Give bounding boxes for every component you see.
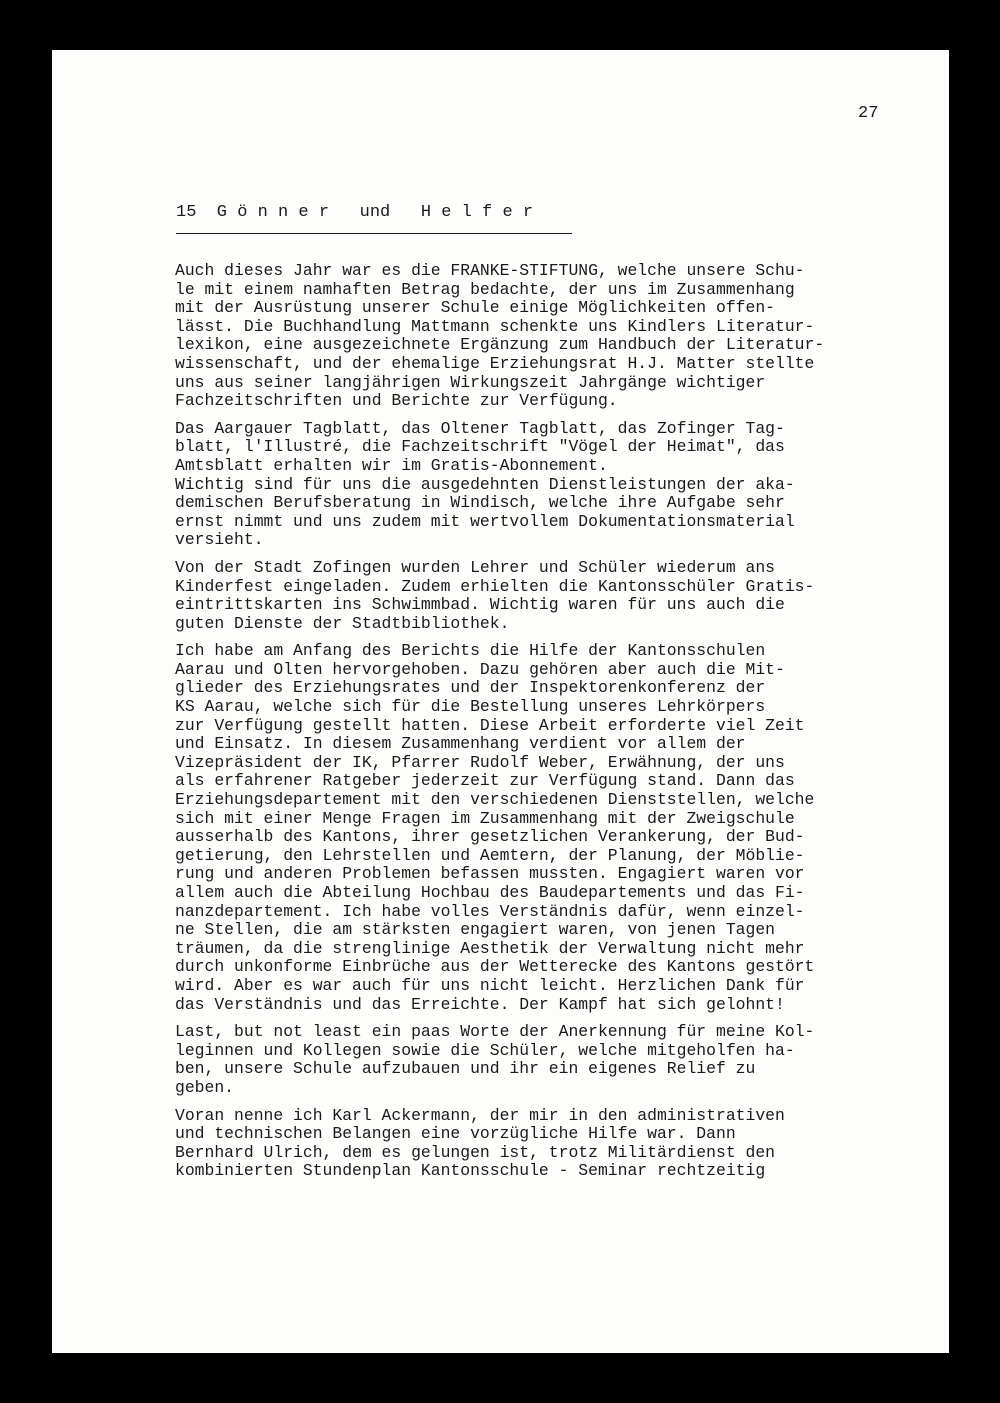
paragraph-kantonsschulen [175,642,935,1014]
text-line: Bernhard Ulrich, dem es gelungen ist, trotz Militärdienst den [175,1142,775,1162]
text-line: ernst nimmt und uns zudem mit wertvollem Dokumentationsmaterial [175,511,795,531]
text-line: rung und anderen Problemen befassen mussten. Engagiert waren vor [175,864,805,884]
paragraph-ackermann [175,1107,935,1181]
text-line: lässt. Die Buchhandlung Mattmann schenkte uns Kindlers Literatur- [175,316,815,336]
text-line: Voran nenne ich Karl Ackermann, der mir in den administrativen [175,1105,785,1125]
paragraph-franke-stiftung [175,262,935,411]
text-line: Ich habe am Anfang des Berichts die Hilfe der Kantonsschulen [175,641,766,661]
text-line: Amtsblatt erhalten wir im Gratis-Abonnement. [175,455,608,475]
text-line: demischen Berufsberatung in Windisch, welche ihre Aufgabe sehr [175,493,785,513]
text-line: Das Aargauer Tagblatt, das Oltener Tagblatt, das Zofinger Tag- [175,418,785,438]
section-heading: 15 G ö n n e r und H e l f e r [176,203,534,222]
text-line: ne Stellen, die am stärksten engagiert waren, von jenen Tagen [175,920,775,940]
text-line: geben. [175,1077,235,1097]
text-line: sich mit einer Menge Fragen im Zusammenhang mit der Zweigschule [175,808,795,828]
paragraph-berufsberatung [175,476,935,550]
text-line: KS Aarau, welche sich für die Bestellung unseres Lehrkörpers [175,697,766,717]
text-line: kombinierten Stundenplan Kantonsschule - Seminar rechtzeitig [175,1161,766,1181]
text-line: Last, but not least ein paas Worte der Anerkennung für meine Kol- [175,1022,815,1042]
text-line: le mit einem namhaften Betrag bedachte, der uns im Zusammenhang [175,279,795,299]
text-line: blatt, l'Illustré, die Fachzeitschrift "Vögel der Heimat", das [175,437,785,457]
text-line: lexikon, eine ausgezeichnete Ergänzung zum Handbuch der Literatur- [175,335,825,355]
text-line: Erziehungsdepartement mit den verschiedenen Dienststellen, welche [175,790,815,810]
text-line: Von der Stadt Zofingen wurden Lehrer und Schüler wiederum ans [175,557,775,577]
text-line: Kinderfest eingeladen. Zudem erhielten die Kantonsschüler Gratis- [175,576,815,596]
text-line: leginnen und Kollegen sowie die Schüler, welche mitgeholfen ha- [175,1040,795,1060]
text-line: ausserhalb des Kantons, ihrer gesetzlichen Verankerung, der Bud- [175,827,805,847]
text-line: uns aus seiner langjährigen Wirkungszeit Jahrgänge wichtiger [175,372,766,392]
text-line: zur Verfügung gestellt hatten. Diese Arbeit erforderte viel Zeit [175,715,805,735]
text-line: mit der Ausrüstung unserer Schule einige Möglichkeiten offen- [175,298,775,318]
paragraph-zofingen [175,559,935,633]
text-line: versieht. [175,530,264,550]
paragraph-anerkennung [175,1023,935,1097]
text-line: guten Dienste der Stadtbibliothek. [175,613,510,633]
text-line: Aarau und Olten hervorgehoben. Dazu gehören aber auch die Mit- [175,659,785,679]
text-line: ben, unsere Schule aufzubauen und ihr ein eigenes Relief zu [175,1059,756,1079]
text-line: Vizepräsident der IK, Pfarrer Rudolf Weber, Erwähnung, der uns [175,752,785,772]
text-line: das Verständnis und das Erreichte. Der Kampf hat sich gelohnt! [175,994,785,1014]
page-number: 27 [858,104,879,123]
text-line: Wichtig sind für uns die ausgedehnten Dienstleistungen der aka- [175,474,795,494]
text-line: als erfahrener Ratgeber jederzeit zur Verfügung stand. Dann das [175,771,795,791]
heading-underline [176,233,572,234]
text-line: Fachzeitschriften und Berichte zur Verfügung. [175,391,618,411]
paragraph-tagblatt [175,420,935,476]
text-line: wird. Aber es war auch für uns nicht leicht. Herzlichen Dank für [175,975,805,995]
text-line: eintrittskarten ins Schwimmbad. Wichtig waren für uns auch die [175,595,785,615]
text-line: und Einsatz. In diesem Zusammenhang verdient vor allem der [175,734,746,754]
text-line: durch unkonforme Einbrüche aus der Wetterecke des Kantons gestört [175,957,815,977]
text-line: allem auch die Abteilung Hochbau des Baudepartements und das Fi- [175,883,805,902]
text-line: getierung, den Lehrstellen und Aemtern, der Planung, der Möblie- [175,845,805,865]
text-line: glieder des Erziehungsrates und der Inspektorenkonferenz der [175,678,766,698]
text-line: Auch dieses Jahr war es die FRANKE-STIFTUNG, welche unsere Schu- [175,261,805,280]
body-text [175,262,935,1190]
text-line: träumen, da die strenglinige Aesthetik der Verwaltung nicht mehr [175,938,805,958]
text-line: wissenschaft, und der ehemalige Erziehungsrat H.J. Matter stellte [175,353,815,373]
text-line: nanzdepartement. Ich habe volles Verständnis dafür, wenn einzel- [175,901,805,921]
text-line: und technischen Belangen eine vorzügliche Hilfe war. Dann [175,1124,736,1144]
